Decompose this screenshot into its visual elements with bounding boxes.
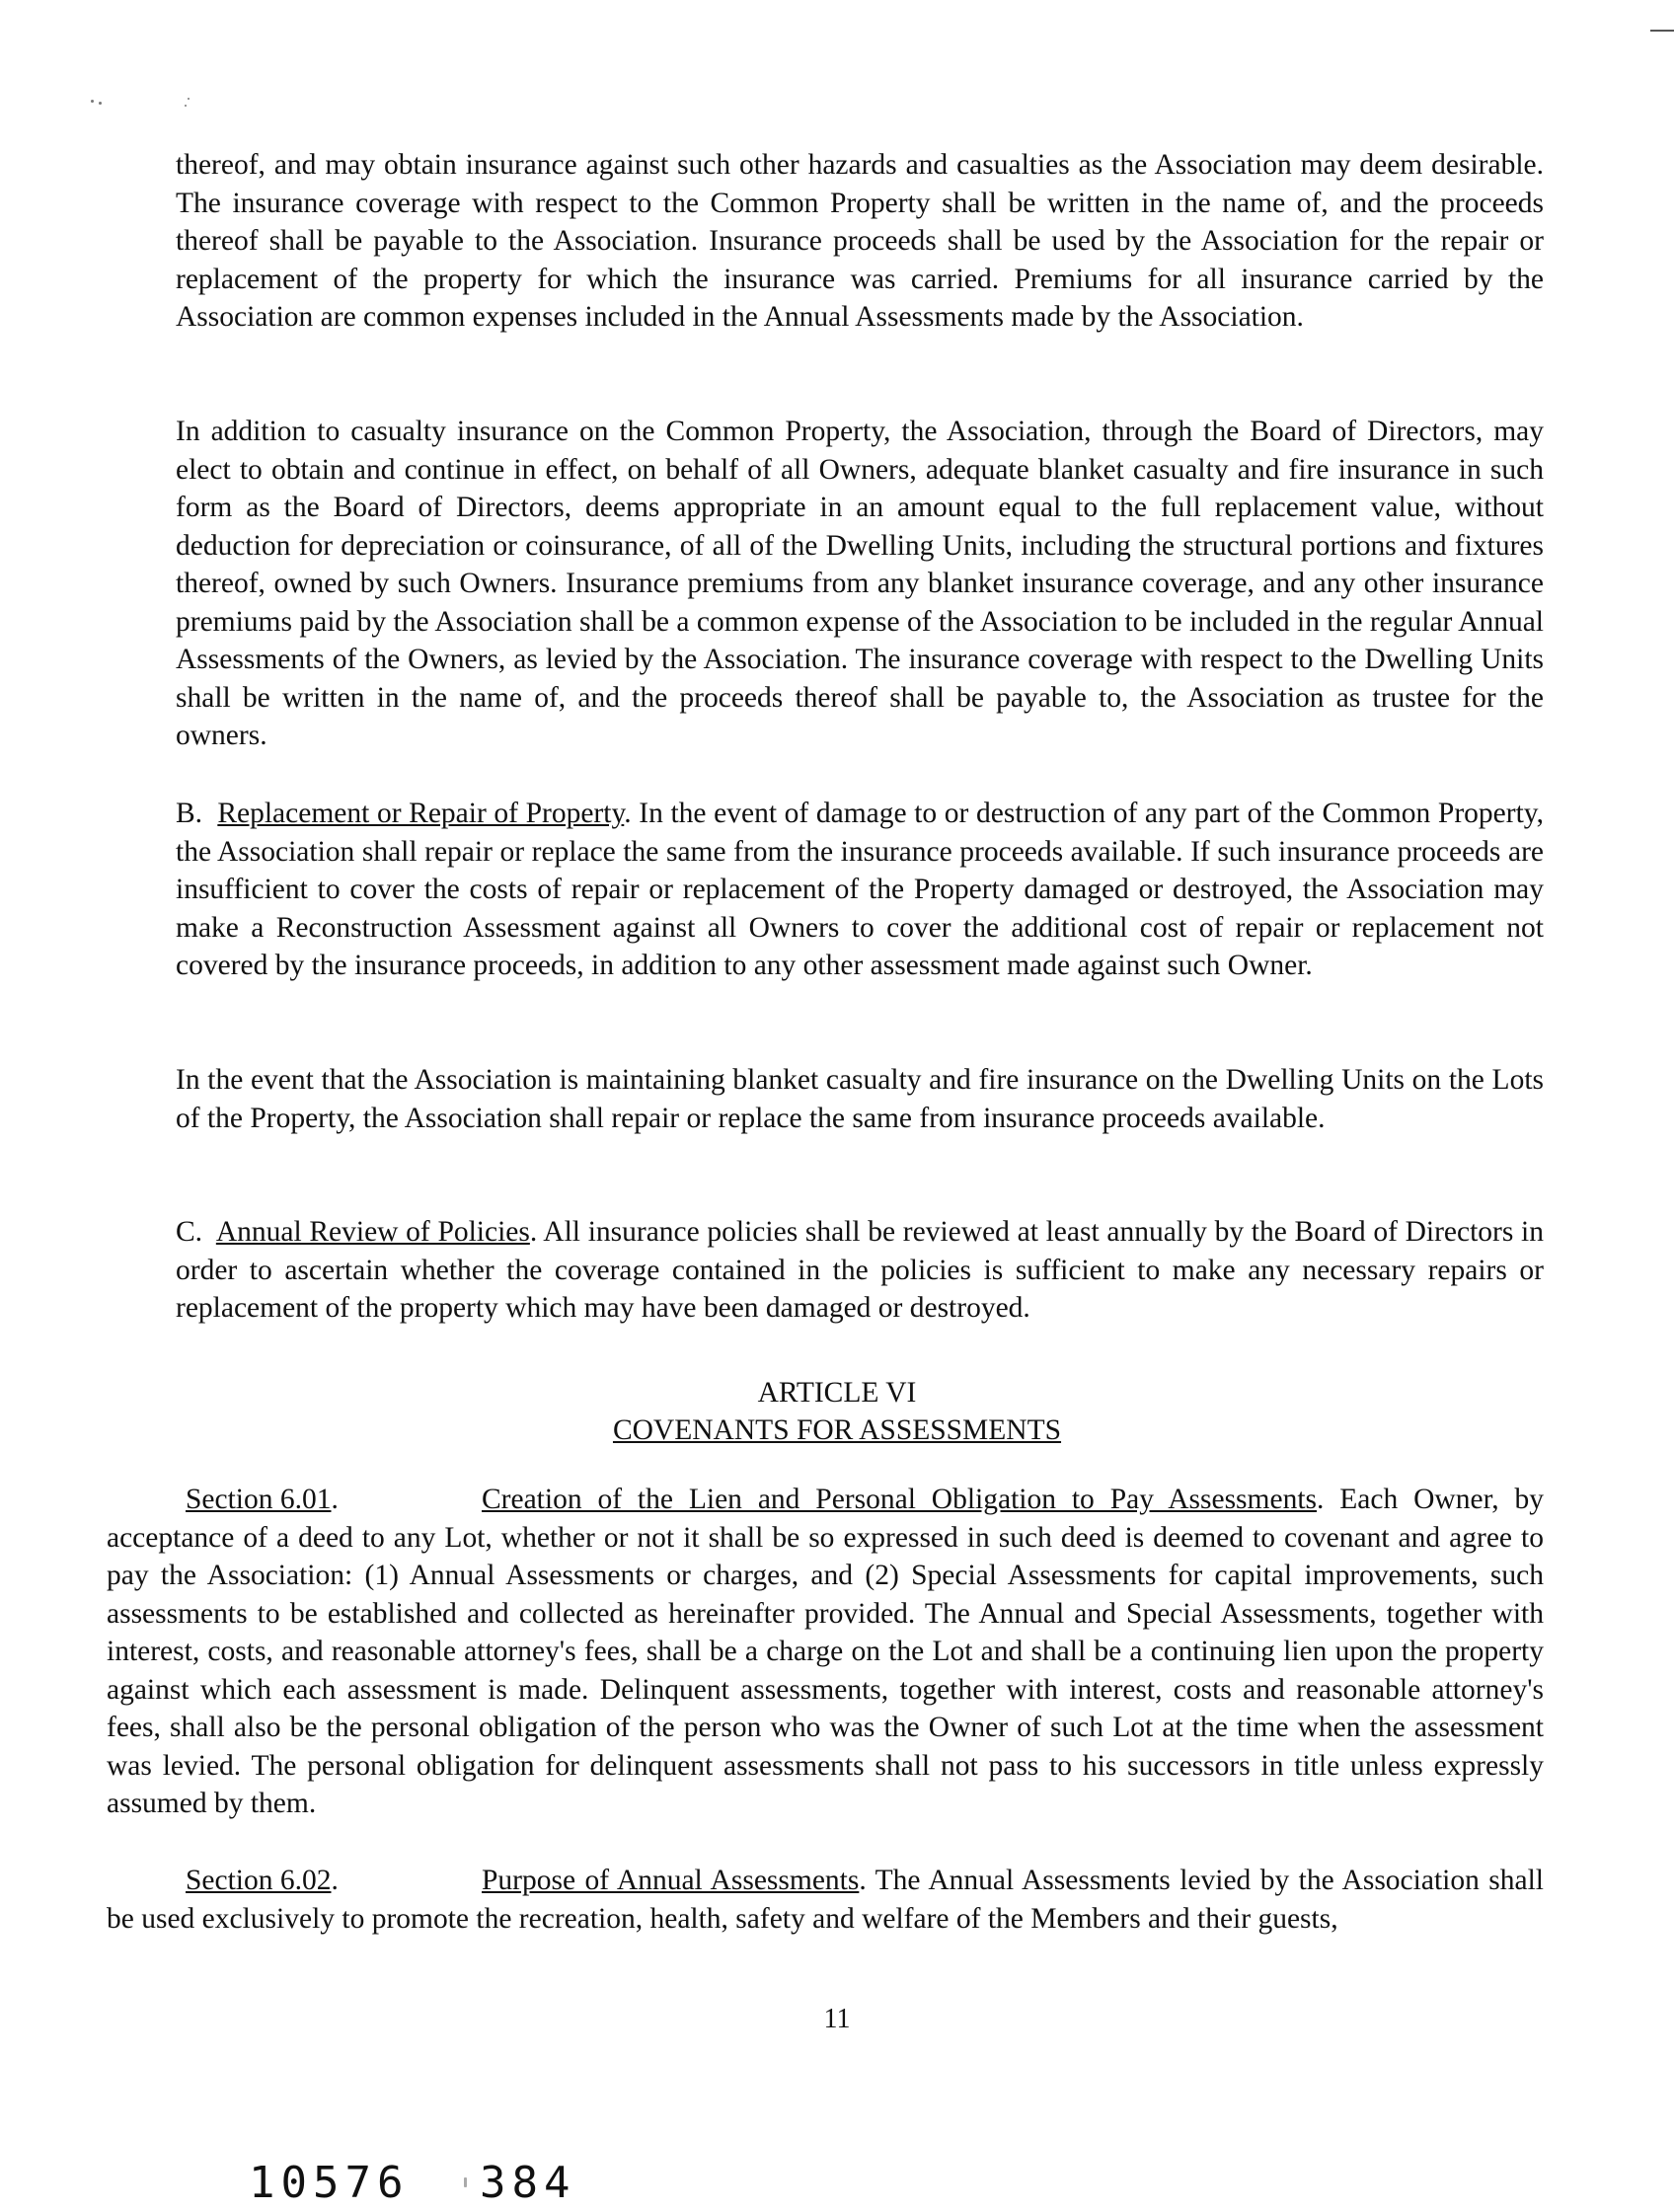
scan-speck [188, 98, 190, 100]
item-label: B. [176, 798, 203, 829]
item-label: C. [176, 1216, 203, 1248]
section-6-02-number: Section 6.02 [186, 1865, 332, 1896]
replacement-repair-body: . In the event of damage to or destruction of any part of the Common Property, the Association shall repair or replace the same from the insurance proceeds available. If such insurance proceeds are insufficient to cover the costs of repair or replacement of the Property damaged or destroyed, the Association may make a Reconstruction Assessment against all Owners to cover the additional cost of repair or replacement not covered by the insurance proceeds, in addition to any other assessment made against such Owner. [176, 798, 1544, 981]
section-6-01-body: . Each Owner, by acceptance of a deed to any Lot, whether or not it shall be so expressed in such deed is deemed to covenant and agree to pay the Association: (1) Annual Assessments or charges, and (2) Special Assessments for capital improvements, such assessments to be established and collected as hereinafter provided. The Annual and Special Assessments, together with interest, costs, and reasonable attorney's fees, shall be a charge on the Lot and shall be a continuing lien upon the property against which each assessment is made. Delinquent assessments, together with interest, costs and reasonable attorney's fees, shall also be the personal obligation of the person who was the Owner of such Lot at the time when the assessment was levied. The personal obligation for delinquent assessments shall not pass to his successors in title unless expressly assumed by them. [107, 1484, 1544, 1819]
page-stamp: 384 [480, 2158, 576, 2208]
section-6-02 [107, 1862, 1544, 1938]
paragraph-annual-review [176, 1213, 1544, 1328]
section-6-02-heading: Purpose of Annual Assessments [482, 1865, 860, 1896]
paragraph-dwelling-units-repair: In the event that the Association is maintaining blanket casualty and fire insurance on the Dwelling Units on the Lots of the Property, the Association shall repair or replace the same from insurance proceeds available. [176, 1064, 1544, 1134]
page-number: 11 [823, 2004, 851, 2034]
paragraph-replacement-repair [176, 795, 1544, 985]
section-6-02-body: . The Annual Assessments levied by the Association shall be used exclusively to promote the recreation, health, safety and welfare of the Members and their guests, [107, 1865, 1544, 1935]
paragraph-insurance-continued: thereof, and may obtain insurance against such other hazards and casualties as the Association may deem desirable. The insurance coverage with respect to the Common Property shall be written in the name of, and the proceeds thereof shall be payable to the Association. Insurance proceeds shall be used by the Association for the repair or replacement of the property for which the insurance was carried. Premiums for all insurance carried by the Association are common expenses included in the Annual Assessments made by the Association. [176, 149, 1544, 333]
section-6-01-number: Section 6.01 [186, 1484, 332, 1515]
replacement-repair-heading: Replacement or Repair of Property [217, 798, 625, 829]
article-title: COVENANTS FOR ASSESSMENTS [612, 1414, 1062, 1446]
scan-speck [91, 100, 94, 103]
paragraph-blanket-insurance: In addition to casualty insurance on the Common Property, the Association, through the Board of Directors, may elect to obtain and continue in effect, on behalf of all Owners, adequate blanket casualty and fire insurance in such form as the Board of Directors, deems appropriate in an amount equal to the full replacement value, without deduction for depreciation or coinsurance, of all of the Dwelling Units, including the structural portions and fixtures thereof, owned by such Owners. Insurance premiums from any blanket insurance coverage, and any other insurance premiums paid by the Association shall be a common expense of the Association to be included in the regular Annual Assessments of the Owners, as levied by the Association. The insurance coverage with respect to the Dwelling Units shall be written in the name of, and the proceeds thereof shall be payable to, the Association as trustee for the owners. [176, 416, 1544, 751]
section-6-01 [107, 1481, 1544, 1823]
annual-review-body: . All insurance policies shall be reviewed at least annually by the Board of Directors in order to ascertain whether the coverage contained in the policies is sufficient to make any necessary repairs or replacement of the property which may have been damaged or destroyed. [176, 1216, 1544, 1324]
book-number-stamp: 10576 [249, 2158, 410, 2208]
section-6-01-heading: Creation of the Lien and Personal Obligation to Pay Assessments [482, 1484, 1318, 1515]
scan-speck [185, 105, 187, 107]
annual-review-heading: Annual Review of Policies [215, 1216, 530, 1248]
article-number: ARTICLE VI [757, 1377, 917, 1409]
section-6-01-number-dot: . [331, 1484, 339, 1515]
section-6-02-number-dot: . [331, 1865, 339, 1896]
scan-speck [464, 2177, 467, 2187]
scan-speck [99, 102, 102, 105]
scan-edge-mark [1650, 30, 1674, 32]
